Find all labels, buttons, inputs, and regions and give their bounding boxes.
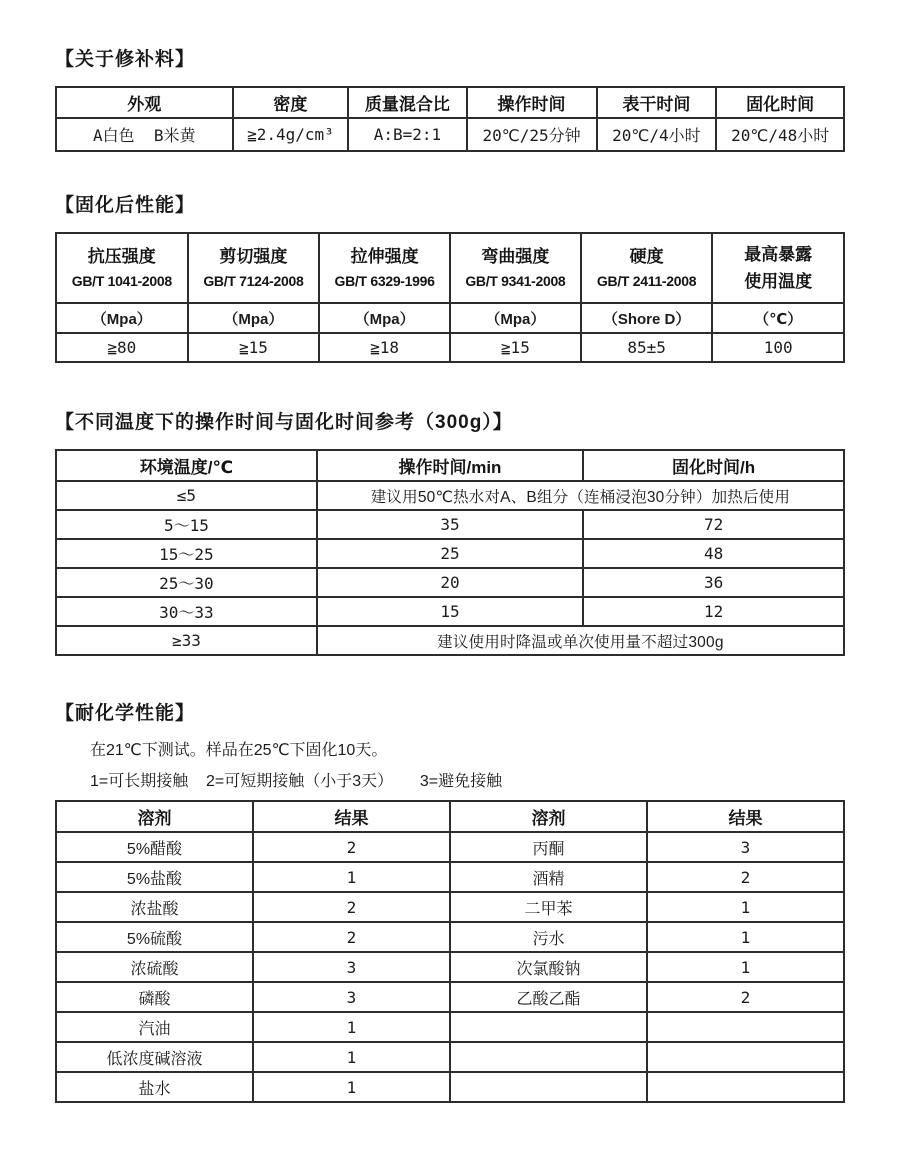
cell-result: 3 xyxy=(253,952,450,982)
cell-high-temp-note: 建议使用时降温或单次使用量不超过300g xyxy=(317,626,844,655)
table-row xyxy=(56,862,844,892)
cell-density: ≧2.4g/cm³ xyxy=(233,118,349,151)
header-name: 最高暴露 xyxy=(744,245,813,264)
cell-value: ≧15 xyxy=(188,333,320,362)
cell-working-time: 35 xyxy=(317,510,583,539)
cell-result xyxy=(647,1072,844,1102)
header-max-exposure-temp xyxy=(712,233,844,303)
header-name: 拉伸强度 xyxy=(350,247,419,266)
section-title-timing-reference: 【不同温度下的操作时间与固化时间参考（300g）】 xyxy=(55,412,513,433)
header-appearance: 外观 xyxy=(56,87,233,118)
chemical-test-conditions: 在21℃下测试。样品在25℃下固化10天。 xyxy=(90,742,388,759)
cell-result xyxy=(647,1042,844,1072)
cell-cure-time: 72 xyxy=(583,510,844,539)
header-standard: GB/T 1041-2008 xyxy=(71,273,172,289)
cell-cure-time: 36 xyxy=(583,568,844,597)
cell-working-time: 15 xyxy=(317,597,583,626)
cell-solvent: 盐水 xyxy=(56,1072,253,1102)
table-row xyxy=(56,568,844,597)
cell-result: 1 xyxy=(253,862,450,892)
cell-cure-time: 48 xyxy=(583,539,844,568)
cell-result: 1 xyxy=(647,952,844,982)
header-flexural-strength xyxy=(450,233,581,303)
cell-value: ≧80 xyxy=(56,333,188,362)
header-standard: GB/T 2411-2008 xyxy=(596,273,697,289)
timing-reference-table xyxy=(55,449,845,656)
table-row xyxy=(56,1042,844,1072)
cell-unit: （Mpa） xyxy=(450,303,581,333)
table-header-row xyxy=(56,801,844,832)
cell-temperature: 5～15 xyxy=(56,510,317,539)
cell-working-time: 25 xyxy=(317,539,583,568)
cell-unit: （Shore D） xyxy=(581,303,713,333)
table-row xyxy=(56,597,844,626)
cell-solvent: 汽油 xyxy=(56,1012,253,1042)
cell-result: 1 xyxy=(253,1042,450,1072)
cell-value: ≧15 xyxy=(450,333,581,362)
cell-solvent: 低浓度碱溶液 xyxy=(56,1042,253,1072)
cell-low-temp-note: 建议用50℃热水对A、B组分（连桶浸泡30分钟）加热后使用 xyxy=(317,481,844,510)
header-standard: GB/T 6329-1996 xyxy=(334,273,435,289)
table-row xyxy=(56,922,844,952)
header-solvent: 溶剂 xyxy=(450,801,647,832)
header-shear-strength xyxy=(188,233,320,303)
cell-appearance: A白色 B米黄 xyxy=(56,118,233,151)
header-result: 结果 xyxy=(647,801,844,832)
header-solvent: 溶剂 xyxy=(56,801,253,832)
cell-temperature: ≤5 xyxy=(56,481,317,510)
cell-solvent xyxy=(450,1072,647,1102)
cell-solvent xyxy=(450,1042,647,1072)
cell-solvent: 5%醋酸 xyxy=(56,832,253,862)
table-row xyxy=(56,1072,844,1102)
header-standard: GB/T 9341-2008 xyxy=(465,273,566,289)
repair-material-table xyxy=(55,86,845,152)
table-row xyxy=(56,982,844,1012)
cell-temperature: 15～25 xyxy=(56,539,317,568)
cell-result: 1 xyxy=(253,1012,450,1042)
cell-solvent: 浓盐酸 xyxy=(56,892,253,922)
cell-value: ≧18 xyxy=(319,333,450,362)
cell-temperature: 25～30 xyxy=(56,568,317,597)
cell-result: 2 xyxy=(253,832,450,862)
header-name: 剪切强度 xyxy=(219,247,288,266)
header-name: 抗压强度 xyxy=(87,247,156,266)
cell-solvent: 5%硫酸 xyxy=(56,922,253,952)
cell-result xyxy=(647,1012,844,1042)
cured-performance-table xyxy=(55,232,845,363)
header-cure-time-h: 固化时间/h xyxy=(583,450,844,481)
cell-result: 1 xyxy=(647,892,844,922)
cell-solvent: 污水 xyxy=(450,922,647,952)
cell-unit: （Mpa） xyxy=(56,303,188,333)
table-row xyxy=(56,1012,844,1042)
chemical-rating-legend: 1=可长期接触 2=可短期接触（小于3天） 3=避免接触 xyxy=(90,773,503,790)
table-row xyxy=(56,118,844,151)
header-tensile-strength xyxy=(319,233,450,303)
cell-solvent: 乙酸乙酯 xyxy=(450,982,647,1012)
cell-solvent: 磷酸 xyxy=(56,982,253,1012)
chemical-resistance-table xyxy=(55,800,845,1103)
table-row-low-temp xyxy=(56,481,844,510)
cell-result: 2 xyxy=(647,982,844,1012)
header-compressive-strength xyxy=(56,233,188,303)
cell-value: 100 xyxy=(712,333,844,362)
cell-unit: （℃） xyxy=(712,303,844,333)
cell-result: 2 xyxy=(253,892,450,922)
cell-result: 1 xyxy=(253,1072,450,1102)
cell-solvent: 二甲苯 xyxy=(450,892,647,922)
table-header-row xyxy=(56,87,844,118)
table-values-row xyxy=(56,333,844,362)
header-standard: GB/T 7124-2008 xyxy=(203,273,304,289)
cell-temperature: ≥33 xyxy=(56,626,317,655)
cell-result: 2 xyxy=(647,862,844,892)
header-working-time-min: 操作时间/min xyxy=(317,450,583,481)
cell-working-time: 20 xyxy=(317,568,583,597)
cell-result: 1 xyxy=(647,922,844,952)
cell-tack-free-time: 20℃/4小时 xyxy=(597,118,717,151)
header-hardness xyxy=(581,233,713,303)
header-ambient-temperature: 环境温度/℃ xyxy=(56,450,317,481)
table-row xyxy=(56,952,844,982)
cell-result: 2 xyxy=(253,922,450,952)
header-tack-free-time: 表干时间 xyxy=(597,87,717,118)
cell-value: 85±5 xyxy=(581,333,713,362)
table-row xyxy=(56,892,844,922)
table-row xyxy=(56,539,844,568)
header-name: 弯曲强度 xyxy=(481,247,550,266)
header-cure-time: 固化时间 xyxy=(716,87,844,118)
section-title-cured-performance: 【固化后性能】 xyxy=(55,195,196,216)
cell-solvent: 次氯酸钠 xyxy=(450,952,647,982)
cell-working-time: 20℃/25分钟 xyxy=(467,118,597,151)
header-working-time: 操作时间 xyxy=(467,87,597,118)
header-density: 密度 xyxy=(233,87,349,118)
cell-unit: （Mpa） xyxy=(188,303,320,333)
table-header-row xyxy=(56,450,844,481)
cell-mix-ratio: A:B=2:1 xyxy=(348,118,466,151)
cell-solvent: 酒精 xyxy=(450,862,647,892)
cell-result: 3 xyxy=(647,832,844,862)
table-row xyxy=(56,832,844,862)
section-title-chemical-resistance: 【耐化学性能】 xyxy=(55,703,196,724)
table-header-row xyxy=(56,233,844,303)
header-name: 使用温度 xyxy=(744,272,813,291)
header-mix-ratio: 质量混合比 xyxy=(348,87,466,118)
table-row xyxy=(56,510,844,539)
cell-temperature: 30～33 xyxy=(56,597,317,626)
header-result: 结果 xyxy=(253,801,450,832)
header-name: 硬度 xyxy=(629,247,664,266)
cell-solvent xyxy=(450,1012,647,1042)
table-units-row xyxy=(56,303,844,333)
cell-solvent: 浓硫酸 xyxy=(56,952,253,982)
cell-cure-time: 12 xyxy=(583,597,844,626)
cell-result: 3 xyxy=(253,982,450,1012)
cell-cure-time: 20℃/48小时 xyxy=(716,118,844,151)
table-row-high-temp xyxy=(56,626,844,655)
cell-unit: （Mpa） xyxy=(319,303,450,333)
cell-solvent: 5%盐酸 xyxy=(56,862,253,892)
cell-solvent: 丙酮 xyxy=(450,832,647,862)
section-title-repair-material: 【关于修补料】 xyxy=(55,49,196,70)
